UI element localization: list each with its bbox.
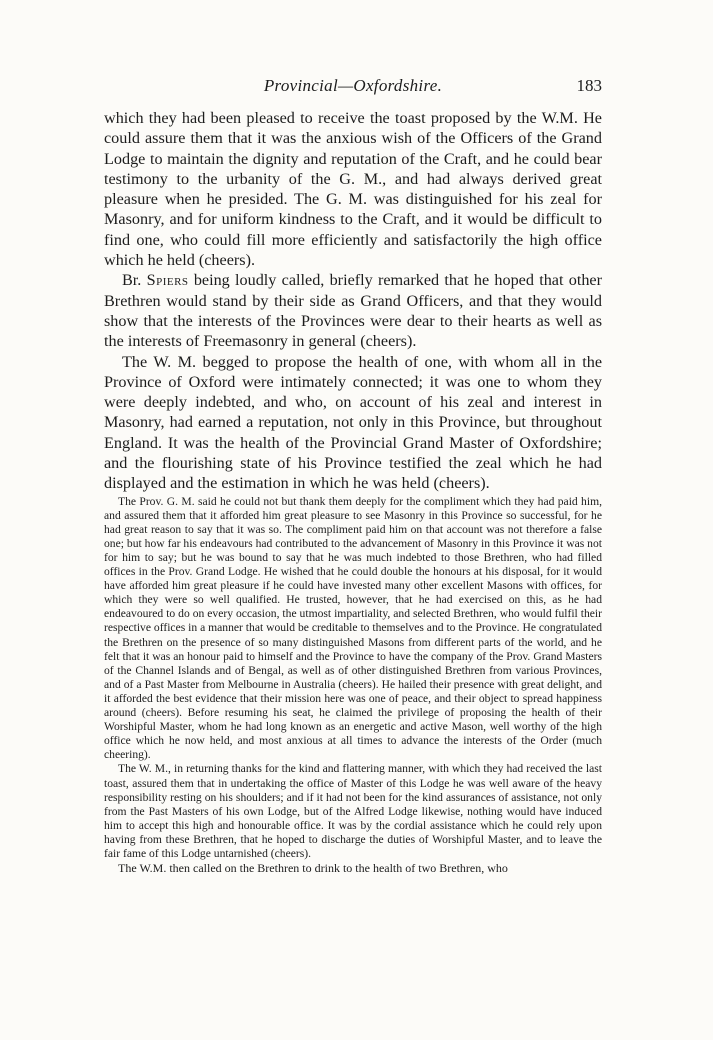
speaker-name: Spiers xyxy=(146,271,189,290)
paragraph-final: The W.M. then called on the Brethren to drink to the health of two Brethren, who xyxy=(118,861,508,876)
paragraph-prov-gm-reply: The Prov. G. M. said he could not but thank them deeply for the compliment which they had paid him, and assured them that it afforded him great pleasure to see Masonry in this Province so successful, for he had great reason to say that it was so. The compliment paid him on that account was not therefore a false one; but how far his endeavours had contributed to the advancement of Masonry in this Province it was not for him to say; but he was bound to say that he was much indebted to those Brethren, who had filled offices in the Prov. Grand Lodge. He wished that he could double the honours at his disposal, for it would have afforded him great pleasure if he could have invested many other excellent Masons with offices, for which they were so well qualified. He trusted, however, that he had exercised on this, as he had endeavoured to do on every occasion, the utmost impartiality, and selected Brethren, who would fulfil their respective offices in a manner that would be creditable to themselves and to the Province. He congratulated the Brethren on the presence of so many distinguished Masons from different parts of the world, and he felt that it was an honour paid to himself and the Province to have the company of the Prov. Grand Masters of the Channel Islands and of Bengal, as well as of other distinguished Brethren from various Provinces, and of a Past Master from Melbourne in Australia (cheers). He hailed their presence with great delight, and it afforded the best evidence that their mission here was one of peace, and their object to spread happiness around (cheers). Before resuming his seat, he claimed the privilege of proposing the health of their Worshipful Master, whom he had long known as an energetic and active Mason, well worthy of the high office which he now held, and most anxious at all times to advance the interests of the Order (much cheering). xyxy=(104,494,602,762)
paragraph-wm-toast: The W. M. begged to propose the health of one, with whom all in the Province of Oxford were intimately connected; it was one to whom they were deeply indebted, and who, on account of his zeal and interest in Masonry, had earned a reputation, not only in this Province, but throughout England. It was the health of the Provincial Grand Master of Oxfordshire; and the flourishing state of his Province testified the zeal which he had displayed and the estimation in which he was held (cheers). xyxy=(104,352,602,493)
running-title: Provincial—Oxfordshire. xyxy=(263,76,443,95)
paragraph-spiers-rest: being loudly called, briefly remarked that he hoped that other Brethren would stand by their side as Grand Officers, and that they would show that the interests of the Provinces were dear to their hearts as well as the interests of Freemasonry in general (cheers). xyxy=(104,271,602,351)
page-header xyxy=(104,76,602,100)
page-number: 183 xyxy=(576,76,602,95)
paragraph-wm-thanks: The W. M., in returning thanks for the kind and flattering manner, with which they had received the last toast, assured them that in undertaking the office of Master of this Lodge he was well aware of the heavy responsibility resting on his shoulders; and if it had not been for the kind assurances of assistance, not only from the Past Masters of his own Lodge, but of the Alfred Lodge likewise, nothing would have induced him to accept this high and honourable office. It was by the cordial assistance which he could rely upon having from these Brethren, that he hoped to discharge the duties of Worshipful Master, and to leave the fair fame of this Lodge untarnished (cheers). xyxy=(104,762,602,860)
body-text xyxy=(104,108,602,876)
main-text xyxy=(104,108,602,494)
paragraph-continuation: which they had been pleased to receive the toast proposed by the W.M. He could assure them that it was the anxious wish of the Officers of the Grand Lodge to maintain the dignity and reputation of the Craft, and he could bear testimony to the urbanity of the G. M., and had always derived great pleasure when he presided. The G. M. was distinguished for his zeal for Masonry, and for uniform kindness to the Craft, and it would be difficult to find one, who could fill more efficiently and satisfactorily the high office which he held (cheers). xyxy=(104,109,602,270)
paragraph-spiers-lead: Br. xyxy=(122,271,147,290)
reported-speech xyxy=(104,495,602,876)
paragraph-spiers xyxy=(104,270,602,351)
